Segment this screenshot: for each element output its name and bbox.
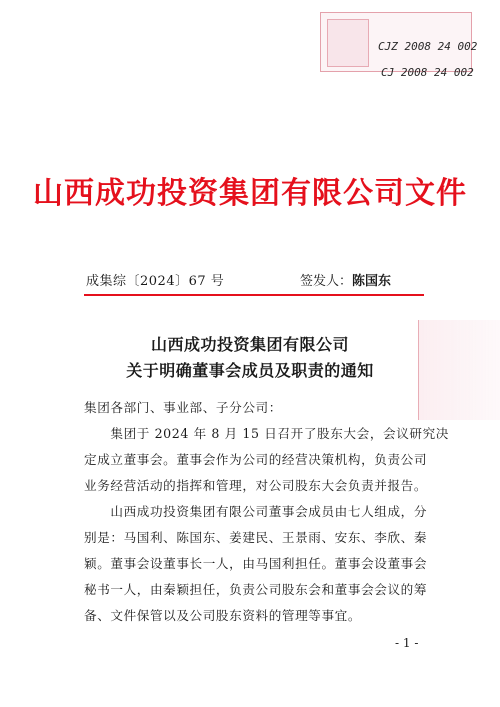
paragraph-line: 业务经营活动的指挥和管理，对公司股东大会负责并报告。 <box>84 478 428 493</box>
paragraph-line: 集团于 2024 年 8 月 15 日召开了股东大会，会议研究决 <box>84 426 449 441</box>
document-red-header: 山西成功投资集团有限公司文件 <box>33 176 467 211</box>
stamp-seal-mark <box>327 19 369 67</box>
signer <box>300 270 424 289</box>
handwritten-code-2: CJ 2008 24 002 <box>381 66 474 79</box>
addressee <box>84 395 430 421</box>
paragraph-line: 山西成功投资集团有限公司董事会成员由七人组成，分 <box>84 504 428 519</box>
notice-heading-line-1: 山西成功投资集团有限公司 <box>150 335 349 354</box>
handwritten-code-1: CJZ 2008 24 002 <box>378 40 478 53</box>
addressee-line: 集团各部门、事业部、子分公司： <box>84 400 282 415</box>
paragraph-line: 颖。董事会设董事长一人，由马国利担任。董事会设董事会 <box>84 556 428 571</box>
paragraph-1 <box>84 421 449 499</box>
paragraph-2 <box>84 499 430 629</box>
page-number: - 1 - <box>395 636 419 650</box>
header-divider <box>84 294 424 296</box>
paragraph-line: 秘书一人，由秦颖担任，负责公司股东会和董事会会议的筹 <box>84 582 428 597</box>
paragraph-line: 定成立董事会。董事会作为公司的经营决策机构，负责公司 <box>84 452 428 467</box>
paragraph-line: 备、文件保管以及公司股东资料的管理等事宜。 <box>84 608 362 623</box>
signer-label: 签发人： <box>300 274 353 289</box>
document-number: 成集综〔2024〕67 号 <box>86 274 225 289</box>
paragraph-line: 别是：马国利、陈国东、姜建民、王景雨、安东、李欣、秦 <box>84 530 428 545</box>
signer-name: 陈国东 <box>352 274 392 289</box>
notice-heading-line-2: 关于明确董事会成员及职责的通知 <box>126 361 374 380</box>
